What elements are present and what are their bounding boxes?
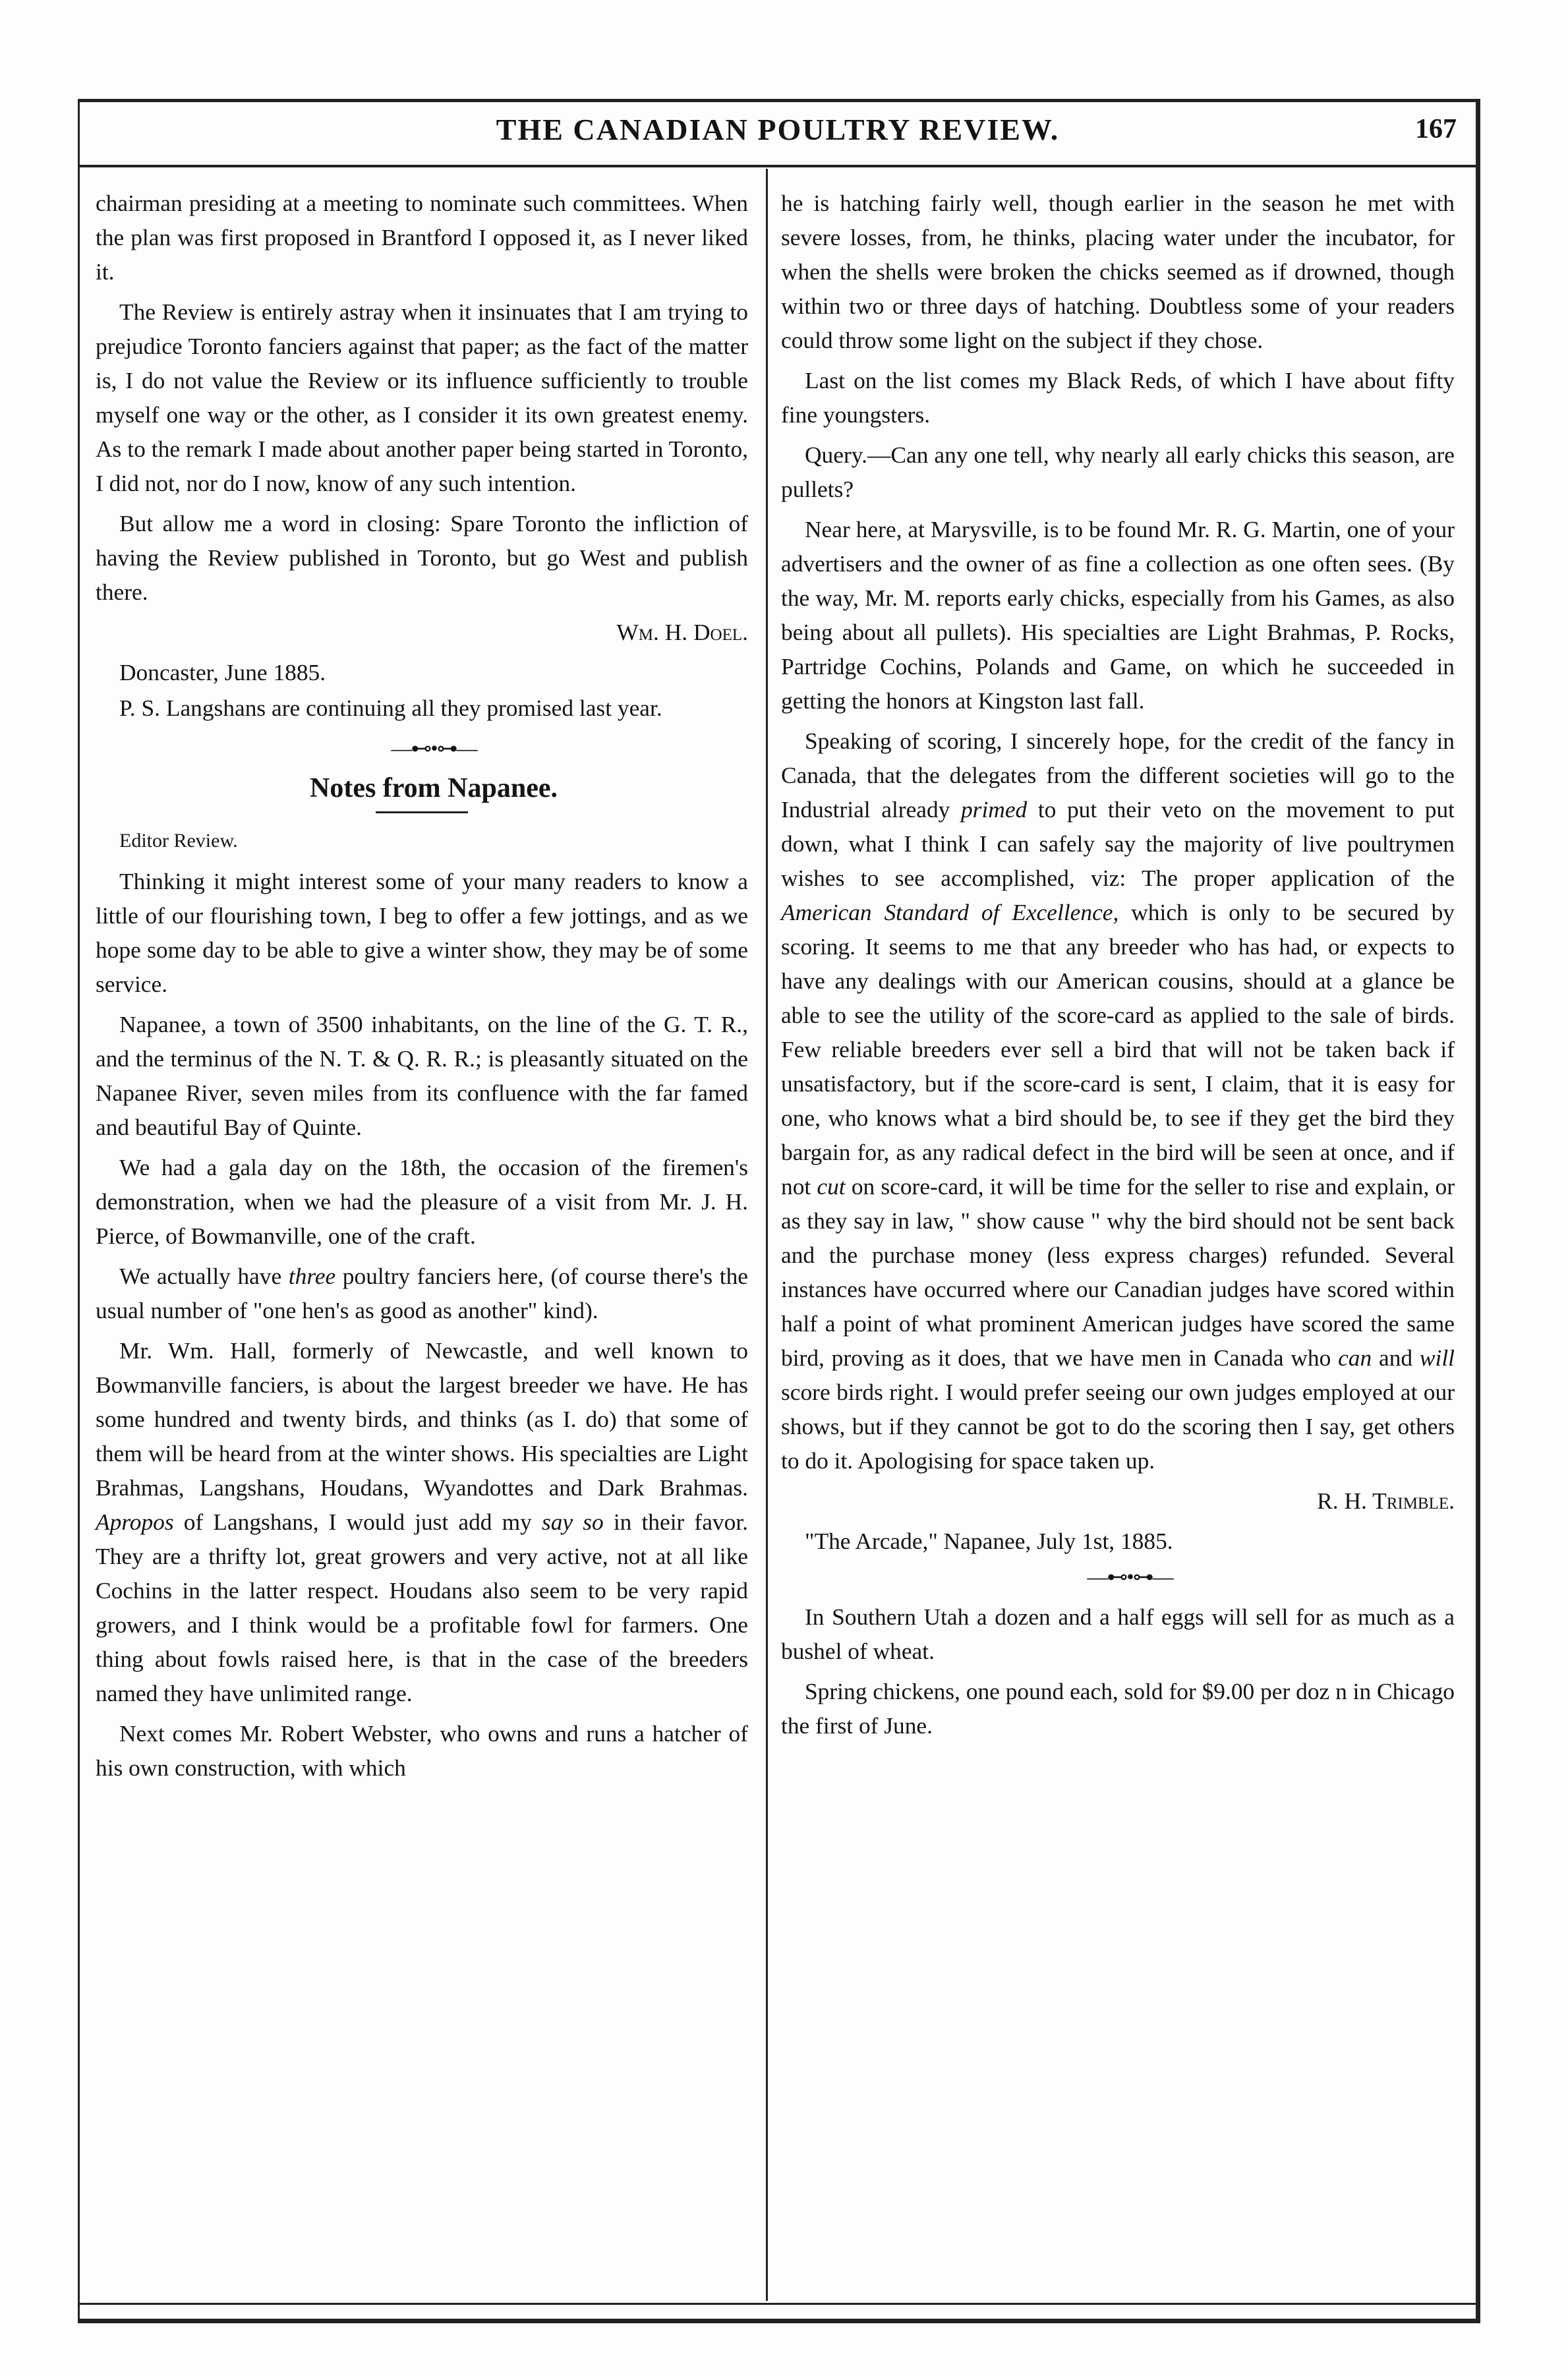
text-run: Speaking of scoring, I sincerely hope, for the credit of the fancy in Canada, that the delegates from the different societies will go to the Industrial already	[781, 728, 1455, 823]
text-run: poultry fanciers here, (of course there's the usual number of "one hen's as good as another" kind).	[96, 1263, 748, 1323]
left-column	[96, 186, 748, 1791]
paragraph: he is hatching fairly well, though earlier in the season he met with severe losses, from, he thinks, placing water under the incubator, for when the shells were broken the chicks seemed as if drowned, though within two or three days of hatching. Doubtless some of your readers could throw some light on the subject if they chose.	[781, 190, 1455, 353]
paragraph: Near here, at Marysville, is to be found Mr. R. G. Martin, one of your advertisers and the owner of as fine a collection as one often sees. (By the way, Mr. M. reports early chicks, especially from his Games, as also being about all pullets). His specialties are Light Brahmas, P. Rocks, Partridge Cochins, Polands and Game, on which he succeeded in getting the honors at Kingston last fall.	[781, 516, 1455, 714]
emphasis: can	[1338, 1345, 1372, 1371]
signature: R. H. Trimble.	[1317, 1488, 1455, 1514]
paragraph: Query.—Can any one tell, why nearly all early chicks this season, are pullets?	[781, 442, 1455, 502]
bottom-rule	[78, 2303, 1480, 2305]
header-rule	[78, 165, 1480, 167]
running-header	[92, 112, 1463, 158]
paragraph: Next comes Mr. Robert Webster, who owns and runs a hatcher of his own construction, with which	[96, 1720, 748, 1781]
emphasis: Apropos	[96, 1509, 174, 1535]
emphasis: American Standard of Excellence,	[781, 899, 1119, 925]
dateline: "The Arcade," Napanee, July 1st, 1885.	[805, 1528, 1173, 1554]
text-run: on score-card, it will be time for the seller to rise and explain, or as they say in law, " show cause " why the bird should not be sent back and the purchase money (less express charges) refunded. Several instances have occurred where our Canadian judges have scored within half a point of what prominent American judges have scored the same bird, proving as it does, that we have men in Canada who	[781, 1173, 1455, 1371]
paragraph: Napanee, a town of 3500 inhabitants, on the line of the G. T. R., and the terminus of the N. T. & Q. R. R.; is pleasantly situated on the Napanee River, seven miles from its confluence with the far famed and beautiful Bay of Quinte.	[96, 1011, 748, 1140]
title-rule	[376, 811, 468, 813]
paragraph: We had a gala day on the 18th, the occasion of the firemen's demonstration, when we had the pleasure of a visit from Mr. J. H. Pierce, of Bowmanville, one of the craft.	[96, 1154, 748, 1249]
paragraph	[96, 1333, 748, 1710]
paragraph: In Southern Utah a dozen and a half eggs will sell for as much as a bushel of wheat.	[781, 1604, 1455, 1664]
text-run: in their favor. They are a thrifty lot, great growers and very active, not at all like Cochins in the latter respect. Houdans also seem to be very rapid growers, and I think would be a profitable fowl for farmers. One thing about fowls raised here, is that in the case of the breeders named they have unlimited range.	[96, 1509, 749, 1706]
text-run: We actually have	[119, 1263, 289, 1289]
emphasis: will	[1419, 1345, 1455, 1371]
column-divider	[766, 169, 768, 2301]
text-run: of Langshans, I would just add my	[173, 1509, 542, 1535]
emphasis: three	[288, 1263, 336, 1289]
text-run: Mr. Wm. Hall, formerly of Newcastle, and well known to Bowmanville fanciers, is about the largest breeder we have. He has some hundred and twenty birds, and thinks (as I. do) that some of them will be heard from at the winter shows. His specialties are Light Brahmas, Langshans, Houdans, Wyandottes and Dark Brahmas.	[96, 1337, 748, 1501]
emphasis: say so	[541, 1509, 604, 1535]
text-run: score birds right. I would prefer seeing our own judges employed at our shows, but if they cannot be got to do the scoring then I say, get others to do it. Apologising for space taken up.	[781, 1379, 1455, 1474]
dateline: Doncaster, June 1885.	[119, 659, 326, 685]
publication-title: THE CANADIAN POULTRY REVIEW.	[496, 113, 1060, 146]
text-run: to put their veto on the movement to put down, what I think I can safely say the majority of live poultrymen wishes to see accomplished, viz: The proper application of the	[781, 796, 1455, 891]
paragraph	[96, 1259, 748, 1327]
emphasis: cut	[817, 1173, 846, 1200]
paragraph: Spring chickens, one pound each, sold for $9.00 per doz n in Chicago the first of June.	[781, 1678, 1455, 1739]
salutation: Editor Review.	[119, 830, 238, 852]
paragraph: But allow me a word in closing: Spare Toronto the infliction of having the Review published in Toronto, but go West and publish there.	[96, 510, 748, 605]
paragraph	[781, 724, 1455, 1478]
emphasis: primed	[960, 796, 1028, 823]
paragraph: Thinking it might interest some of your many readers to know a little of our flourishing town, I beg to offer a few jottings, and as we hope some day to be able to give a winter show, they may be of some service.	[96, 868, 748, 997]
page-number: 167	[1415, 114, 1457, 144]
paragraph: chairman presiding at a meeting to nominate such committees. When the plan was first proposed in Brantford I opposed it, as I never liked it.	[96, 190, 748, 285]
ornament-divider: —⊷•⊶—	[391, 736, 477, 760]
paragraph: Last on the list comes my Black Reds, of which I have about fifty fine youngsters.	[781, 367, 1455, 428]
postscript: P. S. Langshans are continuing all they promised last year.	[119, 695, 662, 721]
top-rule	[78, 99, 1480, 102]
section-title: Notes from Napanee.	[310, 773, 558, 803]
paragraph: The Review is entirely astray when it insinuates that I am trying to prejudice Toronto fanciers against that paper; as the fact of the matter is, I do not value the Review or its influence sufficiently to trouble myself one way or the other, as I consider it its own greatest enemy. As to the remark I made about another paper being started in Toronto, I did not, nor do I now, know of any such intention.	[96, 299, 748, 496]
text-run: which is only to be secured by scoring. It seems to me that any breeder who has had, or expects to have any dealings with our American cousins, should at a glance be able to see the utility of the score-card as applied to the sale of birds. Few reliable breeders ever sell a bird that will not be taken back if unsatisfactory, but if the score-card is sent, I claim, that it is easy for one, who knows what a bird should be, to see if they get the bird they bargain for, as any radical defect in the bird will be seen at once, and if not	[781, 899, 1455, 1200]
right-column	[781, 186, 1455, 1749]
signature: Wm. H. Doel.	[616, 619, 748, 645]
ornament-divider: —⊷•⊶—	[1087, 1565, 1173, 1588]
text-run: and	[1372, 1345, 1420, 1371]
